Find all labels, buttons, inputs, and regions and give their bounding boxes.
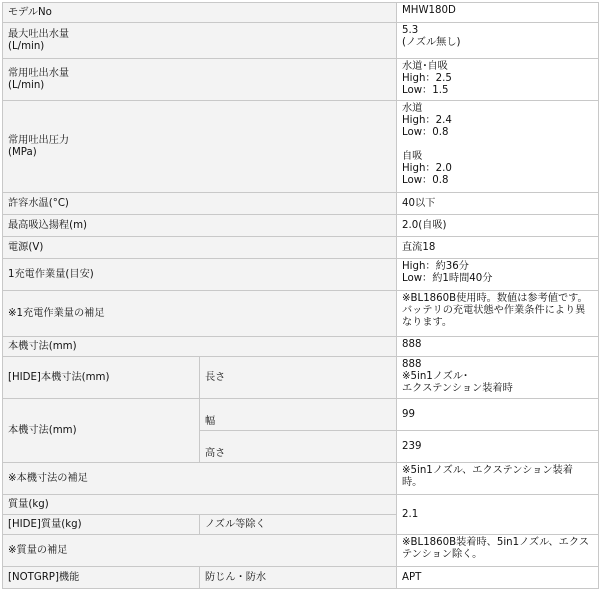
pressure-self-low: Low：0.8 (402, 175, 449, 186)
spec-table (2, 2, 599, 589)
row-weight-note (3, 535, 599, 567)
row-power (3, 237, 599, 259)
weight-hide-label (3, 515, 200, 535)
dimensions-wh-label (3, 399, 200, 463)
dimensions-note-label (3, 463, 397, 495)
normal-flow-label-line: 常用吐出水量 (8, 67, 70, 79)
normal-pressure-label-line: 常用吐出圧力 (8, 134, 70, 146)
weight-value-text: 2.1 (402, 508, 419, 520)
pressure-self-heading: 自吸 (402, 151, 423, 162)
row-normal-flow (3, 59, 599, 101)
normal-flow-low: Low：1.5 (402, 85, 449, 96)
dimensions-label (3, 337, 397, 357)
dimensions-length-label (200, 357, 397, 399)
row-weight (3, 495, 599, 515)
power-label-text: 電源(V) (8, 241, 44, 253)
weight-hide-sub (200, 515, 397, 535)
water-temp-value-text: 40以下 (402, 197, 436, 209)
max-flow-label-line: 最大吐出水量 (8, 28, 70, 40)
dimensions-width-value (397, 399, 599, 431)
model-label (3, 3, 397, 23)
dimensions-note-label-text: ※本機寸法の補足 (8, 472, 88, 484)
max-flow-unit: (L/min) (8, 40, 45, 52)
water-temp-label (3, 193, 397, 215)
function-sub-text: 防じん・防水 (205, 571, 267, 583)
weight-hide-sub-text: ノズル等除く (205, 518, 266, 530)
max-flow-label (3, 23, 397, 59)
dimensions-hide-label-text: [HIDE]本機寸法(mm) (8, 371, 110, 383)
normal-flow-value (397, 59, 599, 101)
pressure-spacer (402, 139, 593, 151)
dimensions-height-label (200, 431, 397, 463)
work-note-value (397, 291, 599, 337)
max-flow-value-number: 5.3 (402, 25, 419, 36)
weight-note-value (397, 535, 599, 567)
dimensions-length-value (397, 357, 599, 399)
dimensions-length-label-text: 長さ (205, 371, 226, 383)
model-value (397, 3, 599, 23)
dimensions-height-value-text: 239 (402, 440, 422, 452)
weight-note-value-text: ※BL1860B装着時、5in1ノズル、エクステンション除く。 (402, 537, 590, 560)
dimensions-height-value (397, 431, 599, 463)
pressure-tap-low: Low：0.8 (402, 127, 449, 138)
weight-label (3, 495, 397, 515)
row-water-temp (3, 193, 599, 215)
work-per-charge-value (397, 259, 599, 291)
row-max-suction (3, 215, 599, 237)
weight-note-label-text: ※質量の補足 (8, 544, 68, 556)
dimensions-width-label (200, 399, 397, 431)
normal-flow-label (3, 59, 397, 101)
normal-flow-source: 水道･自吸 (402, 61, 448, 72)
dimensions-value (397, 337, 599, 357)
function-label-text: [NOTGRP]機能 (8, 571, 80, 583)
normal-flow-high: High：2.5 (402, 73, 452, 84)
model-label-text: モデルNo (8, 6, 52, 18)
function-value-text: APT (402, 571, 422, 583)
row-function (3, 567, 599, 589)
max-suction-value-text: 2.0(自吸) (402, 219, 447, 231)
power-value-text: 直流18 (402, 241, 436, 253)
dimensions-length-note-1: ※5in1ノズル･ (402, 371, 469, 382)
dimensions-width-value-text: 99 (402, 408, 415, 420)
normal-pressure-label (3, 101, 397, 193)
max-suction-label (3, 215, 397, 237)
work-per-charge-label (3, 259, 397, 291)
row-work-per-charge (3, 259, 599, 291)
normal-flow-unit: (L/min) (8, 79, 45, 91)
dimensions-wh-label-text: 本機寸法(mm) (8, 424, 77, 436)
work-note-label-text: ※1充電作業量の補足 (8, 307, 105, 319)
max-flow-value-note: (ノズル無し) (402, 37, 461, 48)
weight-value (397, 495, 599, 535)
dimensions-label-text: 本機寸法(mm) (8, 340, 77, 352)
power-label (3, 237, 397, 259)
row-normal-pressure (3, 101, 599, 193)
max-flow-value (397, 23, 599, 59)
work-per-charge-low: Low：約1時間40分 (402, 273, 493, 284)
normal-pressure-unit: (MPa) (8, 146, 37, 158)
model-value-text: MHW180D (402, 5, 456, 16)
function-label (3, 567, 200, 589)
water-temp-value (397, 193, 599, 215)
row-dimensions (3, 337, 599, 357)
water-temp-label-text: 許容水温(°C) (8, 197, 69, 209)
weight-label-text: 質量(kg) (8, 498, 49, 510)
function-sub (200, 567, 397, 589)
max-suction-label-text: 最高吸込揚程(m) (8, 219, 87, 231)
row-dimensions-hide (3, 357, 599, 399)
pressure-self-high: High：2.0 (402, 163, 452, 174)
max-suction-value (397, 215, 599, 237)
row-work-note (3, 291, 599, 337)
function-value (397, 567, 599, 589)
pressure-tap-heading: 水道 (402, 103, 423, 114)
dimensions-length-note-2: エクステンション装着時 (402, 383, 513, 394)
work-note-value-text: ※BL1860B使用時。数値は参考値です。バッテリの充電状態や作業条件により異なります。 (402, 293, 588, 328)
row-dimensions-note (3, 463, 599, 495)
pressure-tap-high: High：2.4 (402, 115, 452, 126)
dimensions-width-label-text: 幅 (205, 416, 216, 427)
row-max-flow (3, 23, 599, 59)
dimensions-value-text: 888 (402, 339, 422, 350)
work-per-charge-high: High：約36分 (402, 261, 469, 272)
dimensions-note-value (397, 463, 599, 495)
row-dimensions-width (3, 399, 599, 431)
dimensions-hide-label (3, 357, 200, 399)
weight-note-label (3, 535, 397, 567)
weight-hide-label-text: [HIDE]質量(kg) (8, 518, 82, 530)
dimensions-length-number: 888 (402, 359, 422, 370)
dimensions-note-value-text: ※5in1ノズル、エクステンション装着時。 (402, 465, 573, 488)
normal-pressure-value (397, 101, 599, 193)
work-note-label (3, 291, 397, 337)
work-per-charge-label-text: 1充電作業量(目安) (8, 268, 94, 280)
row-model (3, 3, 599, 23)
dimensions-height-label-text: 高さ (205, 448, 226, 459)
power-value (397, 237, 599, 259)
